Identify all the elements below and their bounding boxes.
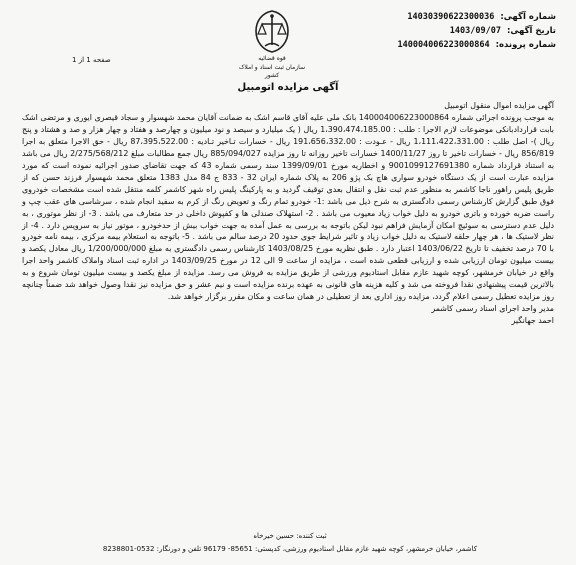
page-number: صفحه 1 از 1 [72,56,111,64]
signatory-title: مدیر واحد اجرای اسناد رسمی کاشمر [431,304,554,314]
file-number-row [356,38,556,52]
ad-number-label: شماره آگهی: [500,12,556,22]
registrar-line: ثبت کننده: حسین خیرخاه [253,532,327,540]
notice-body [22,100,554,327]
file-number-label: شماره پرونده: [495,40,556,50]
judiciary-logo [232,8,312,80]
ad-date-label: تاریخ آگهی: [506,26,556,36]
ad-date-row [356,24,556,38]
ad-metadata [356,10,556,52]
body-main-text: به موجب پرونده اجرائی شماره 140004006223000864 بانک ملی علیه آقای قاسم اشک به ضمانت آقایان محمد شهسوار و سجاد قیصری ایوری و مرتضی اشک بابت قراردادبانکی موضوعات لازم الاجرا : طلب : 1،390،474،185.00 ریال ( یک میلیارد و سیصد و نود میلیون و چهارصد و هفتاد و چهار هزار و صد و هشتاد و پنج ریال )- اصل طلب : 1،111،422،331.00 ریال - عـودت : 191،656،332.00 ریال - خسارات تـاخیر تـادیه : 87،395،522.00 ریال - حق الاجرا متعلق به اجرا 856/819 ریال - خسارات تاخیر تا روز 1400/11/27 خسارات تاخیر روزانه تا روز مزایده 885/094/027 ریال جمع مطالبات مبلغ 2/275/568/212 ریال می باشد به استناد قرارداد شماره 9001099127691380 و اخطاریه مورخ 1399/09/01 سند رسمی شماره 43 که جهت تقاضای صدور اجرائیه نموده است که مورد مزایده عبارت است از یک دستگاه خودرو سواری هاچ بک پژو 206 به پلاک شماره ایران 32 - 833 ج 84 مدل 1383 متعلق محمد شهسوار فرزند حسن که از طریق پلیس راهور ناجا کاشمر به منظور عدم ثبت نقل و انتقال بعدی توقیف گردید و به پارکینگ پلیس راه شهر کاشمر کلمه منتقل شده است مشخصات خودروی فوق طبق گزارش کارشناس رسمی دادگستری به شرح ذیل می باشد :1- خودرو تمام رنگ و تعویض رنگ از کرم به سفید انجام شده ، سرشاسی های عقب چپ و راست ضربه خورده و باتری خودرو به دلیل خواب زیاد معیوب می باشد . 2- استهلاک صندلی ها و کفپوش داخلی در حد متعارف می باشد . 3- از نظر موتوری ، به دلیل عدم دسترسی به سوئیچ امکان آزمایش فراهم نبود لیکن باتوجه به بررسی به عمل آمده به جهت خواب بیش از حدخودرو ، موتور نیاز به سرویس دارد . 4- از نظر لاستیک ها ، هر چهار حلقه لاستیک به دلیل خواب زیاد و تاثیر شرایط جوی حدود 20 درصد سالم می باشد . 5- باتوجه به استعلام بیمه مرکزی ، بیمه نامه خودرو با 70 درصد تخفیف تا تاریخ 1403/06/22 اعتبار دارد . طبق نظریه مورخ 1403/08/25 کارشناس رسمی دادگستری به مبلغ 1/200/000/000 ریال معادل یکصد و بیست میلیون تومان ارزیابی شده و ارزیابی قطعی شده است ، مزایده از ساعت 9 الی 12 در مورخ 1403/09/25 در اداره ثبت اسناد واملاک کاشمر واحد اجرا واقع در خیابان خرمشهر، کوچه شهید عازم مقابل استادیوم ورزشی از طریق مزایده به فروش می رسد. مزایده از مبلغ یکصد و بیست میلیون تومان شروع و به بالاترین قیمت پیشنهادی نقدا فروخته می شد و کلیه هزینه های قانونی به عهده برنده مزایده است و نیم عشر و حق مزایده نیز نقدا وصول خواهد شد ضمناً چنانچه روز مزایده تعطیل رسمی اعلام گردد، مزایده روز اداری بعد از تعطیلی در همان ساعت و مکان مقرر برگزار خواهد شد. [22,112,555,302]
notice-title: آگهی مزایده اتومبیل [237,82,339,93]
org-name-primary: قوه قضائیه [258,55,286,62]
org-name-secondary: سازمان ثبت اسناد و املاک کشور [239,64,305,79]
ad-number: 14030390622300036 [407,12,495,22]
ad-date: 1403/09/07 [449,26,501,36]
signatory-name: احمد جهانگیر [511,316,554,326]
ad-number-row [356,10,556,24]
body-heading: آگهی مزایده اموال منقول اتومبیل [444,101,554,110]
office-address: کاشمر، خیابان خرمشهر، کوچه شهید عازم مقابل استادیوم ورزشی، کدپستی: 85651- 96179 تلفن و دورنگار: 0532-8238801 [102,545,478,553]
file-number: 140004006223000864 [397,40,490,50]
scales-emblem-icon [250,8,294,54]
